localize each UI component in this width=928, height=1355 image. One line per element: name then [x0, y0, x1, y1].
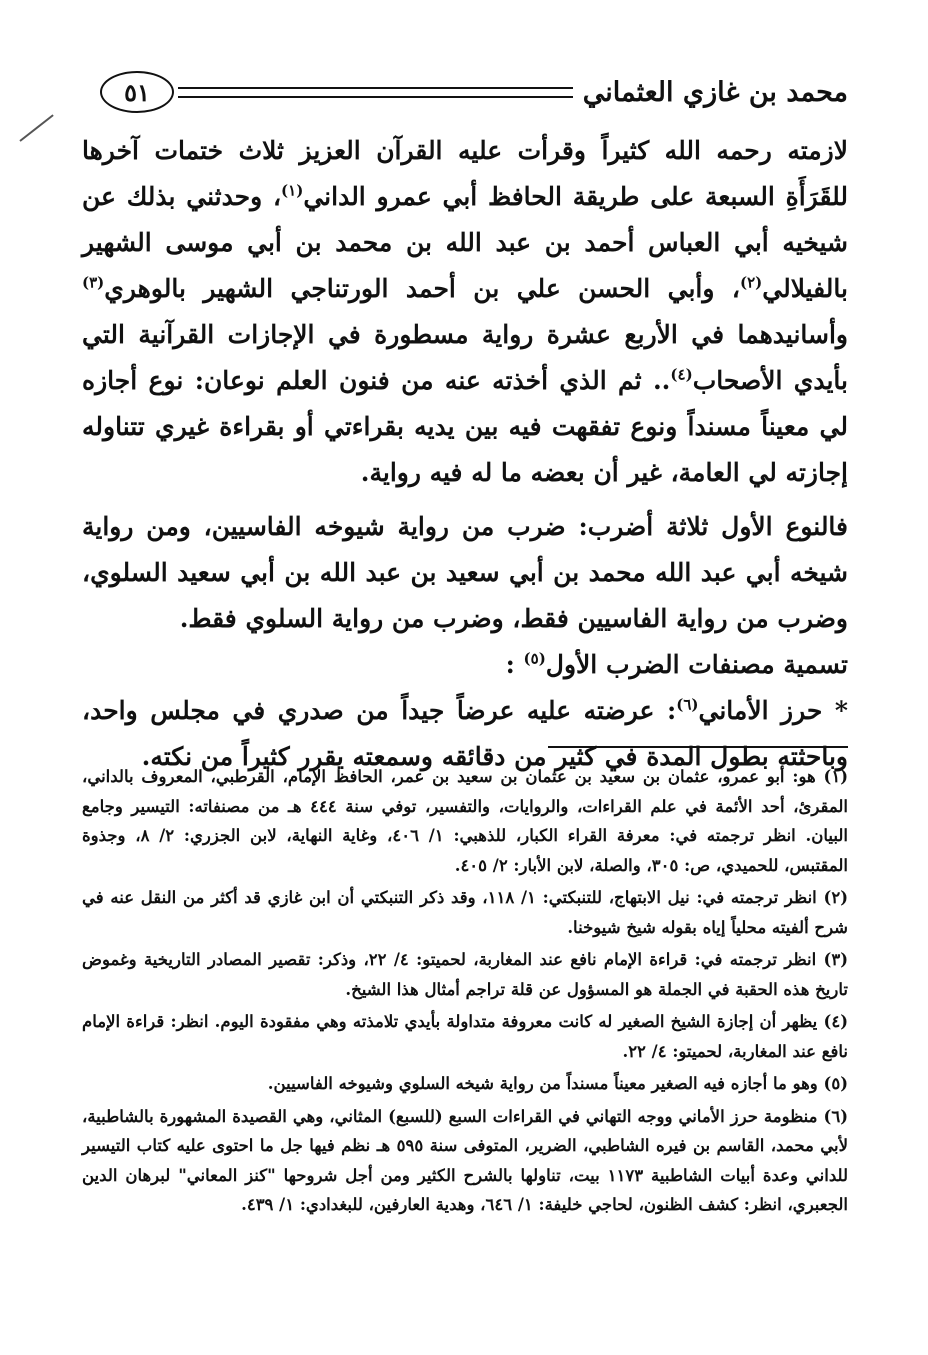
footnote-5: (٥) وهو ما أجازه فيه الصغير معيناً مسنداً من رواية شيخه السلوي وشيوخه الفاسيين. — [267, 1074, 848, 1093]
footnote-marker-3: (٣) — [82, 273, 105, 292]
page-header — [100, 62, 848, 122]
margin-mark — [19, 114, 53, 141]
running-title: محمد بن غازي العثماني — [582, 76, 848, 108]
footnote-3: (٣) انظر ترجمته في: قراءة الإمام نافع عند المغاربة، لحميتو: ٤/ ٢٢، وذكر: تقصير المصادر التاريخية وغموض تاريخ هذه الحقبة في الجملة هو المسؤول عن قلة تراجم أمثال هذا الشيخ. — [82, 950, 848, 999]
main-text — [82, 128, 848, 780]
heading-colon: : — [505, 650, 524, 679]
text-segment: لازمته رحمه الله كثيراً وقرأت عليه القرآن العزيز ثلاث ختمات آخرها للقَرَأَةِ السبعة على طريقة الحافظ أبي عمرو الداني — [82, 136, 848, 211]
footnote-6: (٦) منظومة حرز الأماني ووجه التهاني في القراءات السبع (للسبع) المثاني، وهي القصيدة المشهورة بالشاطبية، لأبي محمد، القاسم بن فيره الشاطبي، الضرير، المتوفى سنة ٥٩٥ هـ نظم فيها جل ما احتوى عليه كتاب التيسير للداني وعدة أبيات الشاطبية ١١٧٣ بيت، تناولها بالشرح الكثير ومن أجل شروحها "كنز المعاني" لبرهان الدين الجعبري، انظر: كشف الظنون، لحاجي خليفة: ١/ ٦٤٦، وهدية العارفين، للبغدادي: ١/ ٤٣٩. — [82, 1106, 848, 1214]
footnote-marker-1: (١) — [281, 181, 304, 200]
paragraph-1 — [82, 128, 848, 496]
footnote-4: (٤) يظهر أن إجازة الشيخ الصغير له كانت معروفة متداولة بأيدي تلامذته وهي مفقودة اليوم. انظر: قراءة الإمام نافع عند المغاربة، لحميتو: ٤/ ٢٢. — [82, 1012, 848, 1061]
text-segment: ، وحدثني بذلك عن شيخيه أبي العباس أحمد بن عبد الله بن محمد بن أبي موسى الشهير بالفيلالي — [82, 182, 848, 303]
text-segment: .. ثم الذي أخذته عنه من فنون العلم نوعان: نوع أجازه لي معيناً مسنداً ونوع تفقهت فيه بين يديه بقراءتي أو بقراءة غيري تتناوله إجازته لي العامة، غير أن بعضه ما له فيه رواية. — [82, 366, 848, 487]
footnote-marker-4: (٤) — [670, 365, 693, 384]
text-segment: * حرز الأماني — [698, 696, 848, 725]
footnote-2: (٢) انظر ترجمته في: نيل الابتهاج، للتنبكتي: ١/ ١١٨، وقد ذكر التنبكتي أن ابن غازي قد أكثر من النقل عنه في شرح ألفيته محلياً إياه بقوله شيخ شيوخنا. — [82, 888, 848, 937]
section-heading — [82, 642, 848, 688]
header-rule — [178, 87, 573, 98]
heading-text: تسمية مصنفات الضرب الأول — [545, 650, 848, 679]
text-segment: : عرضته عليه عرضاً جيداً من صدري في مجلس واحد، وباحثته بطول المدة في كثير من دقائقه وسمعته يقرر كثيراً من نكته. — [82, 696, 848, 771]
footnote-1: (١) هو: أبو عمرو، عثمان بن سعيد بن عثمان بن سعيد بن عمر، الحافظ الإمام، القرطبي، المعروف بالداني، المقرئ، أحد الأئمة في علم القراءات، والروايات، والتفسير، توفي سنة ٤٤٤ هـ من مصنفاته: التيسير وجامع البيان. انظر ترجمته في: معرفة القراء الكبار، للذهبي: ١/ ٤٠٦، وغاية النهاية، لابن الجزري: ٢/ ٨، وجذوة المقتبس، للحميدي، ص: ٣٠٥، والصلة، لابن الأبار: ٢/ ٤٠٥. — [82, 767, 848, 875]
footnote-separator — [548, 746, 848, 748]
paragraph-2: فالنوع الأول ثلاثة أضرب: ضرب من رواية شيوخه الفاسيين، ومن رواية شيخه أبي عبد الله محمد بن أبي سعيد بن عبد الله بن أبي سعيد السلوي، وضرب من رواية الفاسيين فقط، وضرب من رواية السلوي فقط. — [82, 512, 848, 633]
page-number: ٥١ — [100, 71, 174, 113]
footnote-marker-6: (٦) — [676, 695, 699, 714]
text-segment: وأسانيدهما في الأربع عشرة رواية مسطورة في الإجازات القرآنية التي بأيدي الأصحاب — [82, 320, 849, 395]
text-segment: ، وأبي الحسن علي بن أحمد الورتناجي الشهير بالوهري — [104, 274, 740, 303]
footnote-marker-5: (٥) — [523, 649, 546, 668]
footnote-marker-2: (٢) — [739, 273, 763, 292]
footnotes — [82, 762, 848, 1223]
